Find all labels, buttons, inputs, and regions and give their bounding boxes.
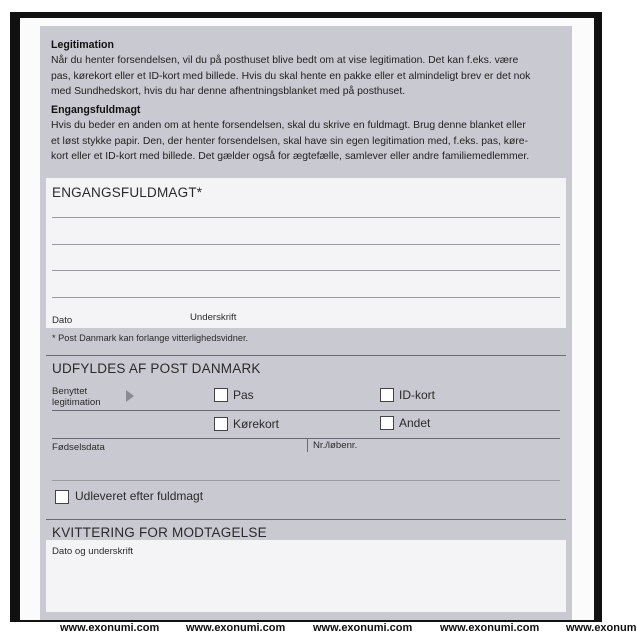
dato-og-underskrift-label: Dato og underskrift [52, 546, 134, 557]
andet-checkbox[interactable] [380, 416, 394, 430]
fuldmagt-write-line-2[interactable] [52, 244, 560, 245]
fuldmagt-line: et løst stykke papir. Den, der henter forsendelsen, skal have sin egen legitimation med, f.eks. pas, køre- [51, 135, 529, 147]
underskrift-label: Underskrift [190, 312, 237, 323]
benyttet-underline [52, 410, 560, 411]
legitimation-line: pas, kørekort eller et ID-kort med billede. Hvis du skal hente en pakke eller et almindeligt brev er det nok [51, 70, 531, 82]
korekort-checkbox[interactable] [214, 417, 228, 431]
watermark-text: www.exonumi.com [60, 622, 160, 634]
legitimation-line: med Sundhedskort, hvis du har denne afhentningsblanket med på posthuset. [51, 85, 406, 97]
legitimation-heading: Legitimation [51, 39, 114, 51]
fodselsdata-write-line[interactable] [52, 480, 560, 481]
watermark-footer [0, 620, 637, 634]
fuldmagt-line: kort eller et ID-kort med billede. Det gælder også for ægtefælle, samlever eller andre familiemedlemmer. [51, 150, 530, 162]
post-danmark-title: UDFYLDES AF POST DANMARK [52, 361, 261, 376]
korekort-label: Kørekort [233, 417, 280, 431]
watermark-text: www.exonumi.com [313, 622, 413, 634]
pas-checkbox[interactable] [214, 388, 228, 402]
footnote: * Post Danmark kan forlange vitterlighedsvidner. [52, 333, 249, 343]
field-separator [307, 438, 308, 452]
pas-label: Pas [233, 388, 254, 402]
fodselsdata-label: Fødselsdata [52, 442, 105, 453]
fuldmagt-line: Hvis du beder en anden om at hente forsendelsen, skal du skrive en fuldmagt. Brug denne blanket eller [51, 120, 526, 132]
arrow-icon [126, 390, 134, 402]
fodselsdata-topline [52, 438, 560, 439]
fuldmagt-heading: Engangsfuldmagt [51, 104, 141, 116]
id-kort-checkbox[interactable] [380, 388, 394, 402]
nr-lobenr-label: Nr./løbenr. [313, 440, 358, 451]
watermark-text: www.exonumi.com [440, 622, 540, 634]
dato-label: Dato [52, 315, 73, 326]
legitimation-line: Når du henter forsendelsen, vil du på posthuset blive bedt om at vise legitimation. Det kan f.eks. være [51, 55, 519, 67]
fuldmagt-write-line-1[interactable] [52, 217, 560, 218]
legitimation-section [51, 38, 563, 99]
section-divider [46, 355, 566, 356]
fuldmagt-write-line-4[interactable] [52, 297, 560, 298]
udleveret-checkbox[interactable] [55, 490, 69, 504]
benyttet-line-2: legitimation [52, 397, 101, 408]
andet-label: Andet [399, 416, 431, 430]
engangsfuldmagt-title: ENGANGSFULDMAGT* [52, 185, 203, 200]
id-kort-label: ID-kort [399, 388, 435, 402]
watermark-text: www.exonum [566, 622, 637, 634]
watermark-text: www.exonumi.com [186, 622, 286, 634]
fuldmagt-section [51, 103, 563, 164]
benyttet-line-1: Benyttet [52, 386, 88, 397]
engangsfuldmagt-box [46, 178, 566, 328]
kvittering-title: KVITTERING FOR MODTAGELSE [52, 525, 267, 540]
fuldmagt-write-line-3[interactable] [52, 270, 560, 271]
section-divider [46, 519, 566, 520]
udleveret-label: Udleveret efter fuldmagt [75, 489, 204, 503]
benyttet-legitimation-label [52, 386, 101, 408]
